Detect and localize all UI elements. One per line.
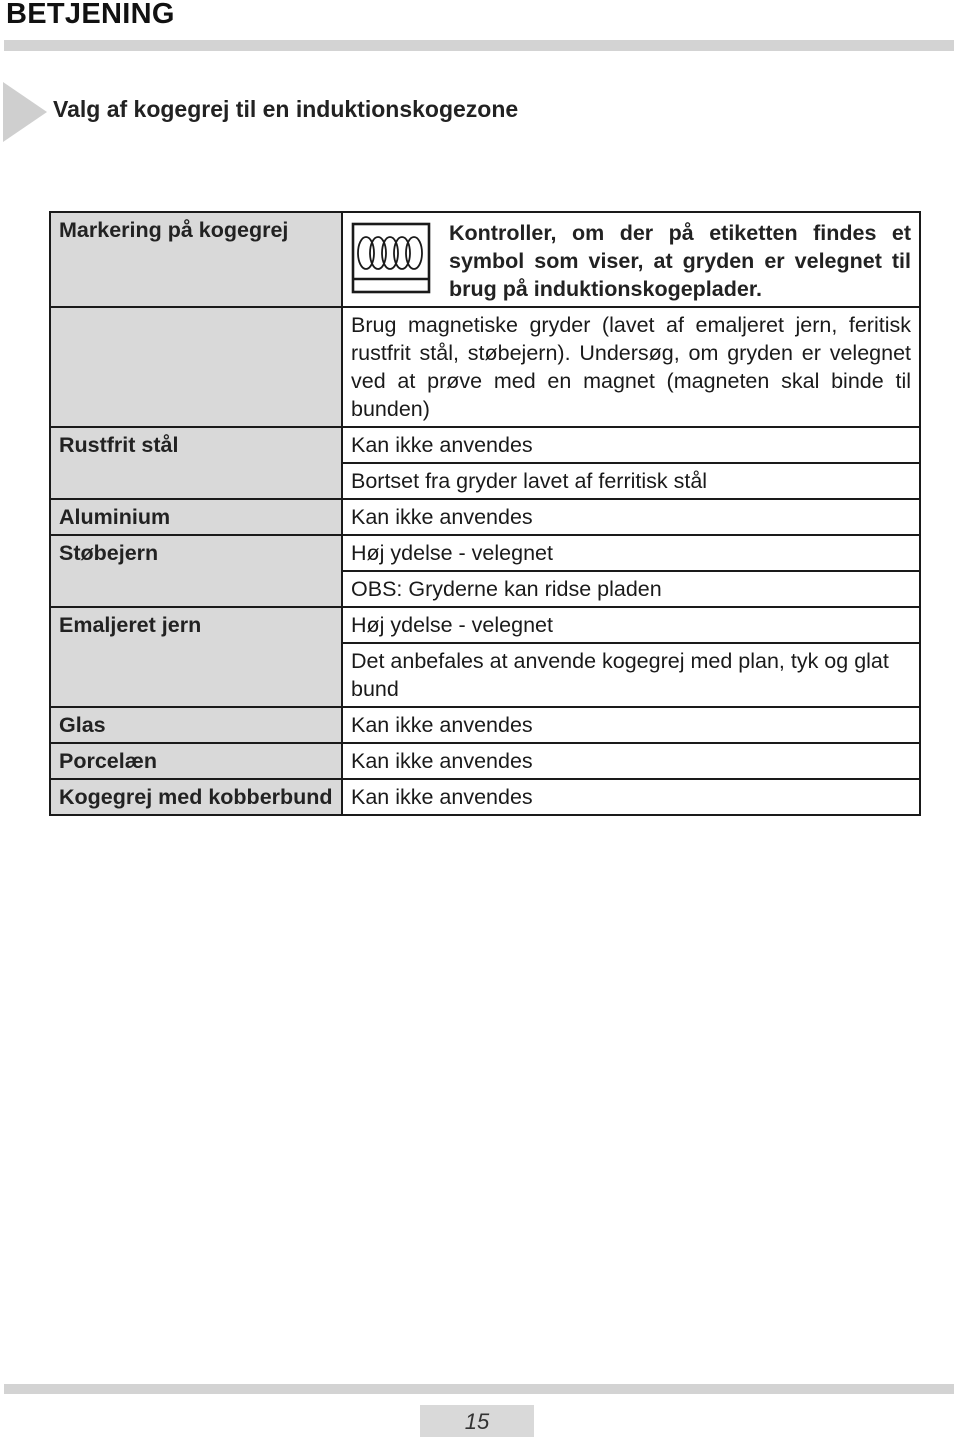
row-content: Kan ikke anvendes (342, 707, 920, 743)
symbol-instruction: Kontroller, om der på etiketten findes et symbol som viser, at gryden er velegnet til brug på induktionskogeplader. (449, 221, 911, 301)
header-divider (4, 40, 954, 51)
row-label-enamelled-iron: Emaljeret jern (50, 607, 342, 643)
table-row (50, 643, 920, 707)
table-row (50, 707, 920, 743)
cookware-table (49, 211, 921, 816)
row-content: Det anbefales at anvende kogegrej med plan, tyk og glat bund (342, 643, 920, 707)
row-label-porcelain: Porcelæn (50, 743, 342, 779)
row-content: Bortset fra gryder lavet af ferritisk stål (342, 463, 920, 499)
page-header-title: BETJENING (6, 0, 175, 30)
row-content: Kan ikke anvendes (342, 743, 920, 779)
row-label-stainless: Rustfrit stål (50, 427, 342, 463)
section-title: Valg af kogegrej til en induktionskogezone (53, 96, 519, 122)
table-row (50, 779, 920, 815)
table-row (50, 427, 920, 463)
row-content: Kan ikke anvendes (342, 427, 920, 463)
row-content: Kan ikke anvendes (342, 779, 920, 815)
row-label-empty (50, 571, 342, 607)
table-row (50, 743, 920, 779)
table-row (50, 307, 920, 427)
page-number-box (420, 1405, 534, 1437)
table-row (50, 607, 920, 643)
induction-coil-icon (351, 222, 431, 294)
page-number: 15 (464, 1409, 490, 1434)
table-row (50, 571, 920, 607)
table-row (50, 463, 920, 499)
row-label-marking: Markering på kogegrej (50, 212, 342, 307)
footer-divider (4, 1384, 954, 1394)
row-content: Høj ydelse - velegnet (342, 607, 920, 643)
table-row (50, 535, 920, 571)
row-content: Høj ydelse - velegnet (342, 535, 920, 571)
row-label-glass: Glas (50, 707, 342, 743)
row-label-cast-iron: Støbejern (50, 535, 342, 571)
row-label-empty (50, 463, 342, 499)
row-label-empty (50, 307, 342, 427)
row-label-aluminium: Aluminium (50, 499, 342, 535)
row-content: Kan ikke anvendes (342, 499, 920, 535)
triangle-marker-icon (3, 82, 47, 142)
magnet-note: Brug magnetiske gryder (lavet af emaljeret jern, feritisk rustfrit stål, støbejern). Undersøg, om gryden er velegnet ved at prøve med en magnet (magneten skal binde til bunden) (351, 313, 911, 421)
row-label-copper-bottom: Kogegrej med kobberbund (50, 779, 342, 815)
table-row (50, 499, 920, 535)
row-content-marking (342, 212, 920, 307)
table-row (50, 212, 920, 307)
row-content: OBS: Gryderne kan ridse pladen (342, 571, 920, 607)
row-label-empty (50, 643, 342, 707)
row-content-magnet-note (342, 307, 920, 427)
